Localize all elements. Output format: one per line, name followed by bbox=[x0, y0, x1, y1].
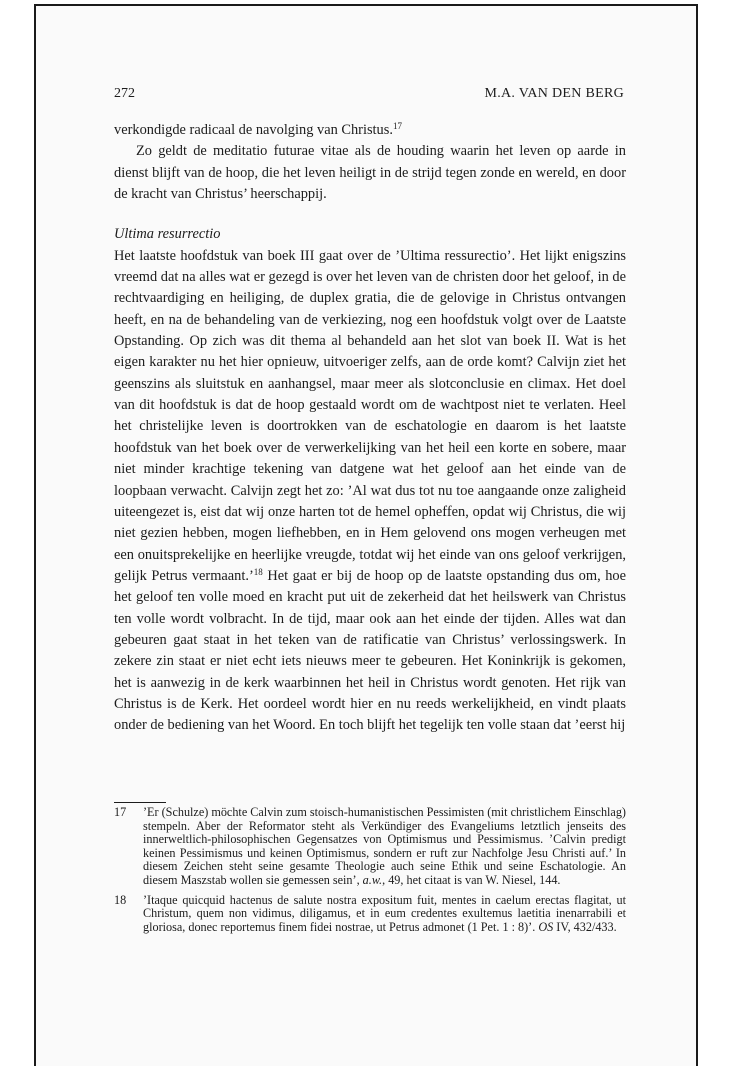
footnote-abbreviation: a.w. bbox=[362, 872, 383, 887]
footnote-reference: 17 bbox=[392, 121, 402, 131]
book-page bbox=[34, 4, 698, 1066]
footnote-text-part: ’Itaque quicquid hactenus de salute nostra expositum fuit, mentes in caelum erectas flagitat, ut Christum, quem non vidimus, diligamus, et in eum credentes exultemus laetitia inenarrabili et gloriosa, donec reportemus finem fidei nostrae, ut Petrus admonet (1 Pet. 1 : 8)’. bbox=[143, 892, 626, 934]
paragraph-text: Het laatste hoofdstuk van boek III gaat over de ’Ultima ressurectio’. Het lijkt enigszins vreemd dat na alles wat er gezegd is over het leven van de christen door het geloof, in de rechtvaardiging en heiliging, de duplex gratia, die de gelovige in Christus ontvangen heeft, en na de behandeling van de verkiezing, nog een hoofdstuk volgt over de Laatste Opstanding. Op zich was dit thema al behandeld aan het slot van boek II. Wat is het eigen karakter nu het hier opnieuw, uitvoeriger zelfs, aan de orde komt? Calvijn ziet het geenszins als sluitstuk en aanhangsel, maar meer als slotconclusie en climax. Het doel van dit hoofdstuk is dat de hoop gestaald wordt om de wachtpost niet te verlaten. Heel het christelijke leven is doortrokken van de eschatologie en daarom is het laatste hoofdstuk van het boek over de verwerkelijking van het heil een korte en sobere, maar niet minder krachtige tekening van datgene wat het geloof aan het einde van de loopbaan verwacht. Calvijn zegt het zo: ’Al wat dus tot nu toe aangaande onze zaligheid uiteengezet is, eist dat wij onze harten tot de hemel opheffen, opdat wij Christus, die wij niet gezien hebben, mogen liefhebben, en in Hem gelovend ons mogen verheugen met een onuitsprekelijke en heerlijke vreugde, totdat wij het einde van ons geloof verkrijgen, gelijk Petrus vermaant.’ bbox=[114, 247, 626, 584]
paragraph-text: Zo geldt de meditatio futurae vitae als de houding waarin het leven op aarde in dienst blijft van de hoop, die het leven heiligt in de strijd tegen zonde en wereld, en door de kracht van Christus’ heerschappij. bbox=[114, 143, 626, 203]
paragraph bbox=[114, 120, 626, 141]
footnote-reference: 18 bbox=[253, 566, 263, 577]
footnote-text bbox=[143, 806, 626, 888]
scan-edge-mark bbox=[34, 1030, 36, 1066]
footnote-text-part: IV, 432/433. bbox=[553, 919, 617, 934]
paragraph-text: Het gaat er bij de hoop op de laatste opstanding dus om, hoe het geloof ten volle moed en kracht put uit de zekerheid dat het heilswerk van Christus ten volle wordt volbracht. In de tijd, maar ook aan het einde der tijden. Alles wat dan gebeuren gaat staat in het teken van de ratificatie van Christus’ verlossingswerk. In zekere zin staat er niet echt iets nieuws meer te gebeuren. Het Koninkrijk is gekomen, het is aanwezig in de kerk waarbinnen het heil in Christus wordt genoten. Het rijk van Christus is de Kerk. Het oordeel wordt hier en nu reeds werkelijkheid, en vindt plaats onder de bediening van het Woord. En toch blijft het tegelijk ten volle staan dat ’eerst hij bbox=[114, 567, 626, 734]
footnote-separator bbox=[114, 802, 166, 803]
footnote-number: 17 bbox=[114, 805, 127, 819]
paragraph-text: verkondigde radicaal de navolging van Christus. bbox=[114, 122, 393, 138]
footnote-text-part: ’Er (Schulze) möchte Calvin zum stoisch-humanistischen Pessimisten (mit christlichem Einschlag) stempeln. Aber der Reformator steht als Verkündiger des Evangeliums letztlich jenseits des innerweltlich-philosophischen Gegensatzes von Optimismus und Pessimismus. ’Calvin predigt keinen Pessimismus und keinen Optimismus, sondern er ruft zur Nachfolge Jesu Christi auf.’ In diesem Zeichen steht seine gesamte Theologie auch seine Ethik und seine Eschatologie. An diesem Maszstab wollen sie gemessen sein’, bbox=[143, 805, 626, 887]
footnote-text-part: , 49, het citaat is van W. Niesel, 144. bbox=[382, 872, 561, 887]
page-number: 272 bbox=[114, 86, 135, 101]
page-header bbox=[114, 86, 624, 106]
paragraph bbox=[114, 141, 626, 205]
footnote-text bbox=[143, 894, 626, 935]
running-head: M.A. VAN DEN BERG bbox=[484, 86, 624, 101]
main-text bbox=[114, 120, 626, 737]
footnotes bbox=[114, 806, 626, 940]
section-heading: Ultima resurrectio bbox=[114, 226, 221, 243]
paragraph bbox=[114, 246, 626, 737]
footnote bbox=[114, 894, 626, 935]
footnote-abbreviation: OS bbox=[538, 919, 554, 934]
footnote-number: 18 bbox=[114, 892, 127, 907]
footnote bbox=[114, 806, 626, 888]
